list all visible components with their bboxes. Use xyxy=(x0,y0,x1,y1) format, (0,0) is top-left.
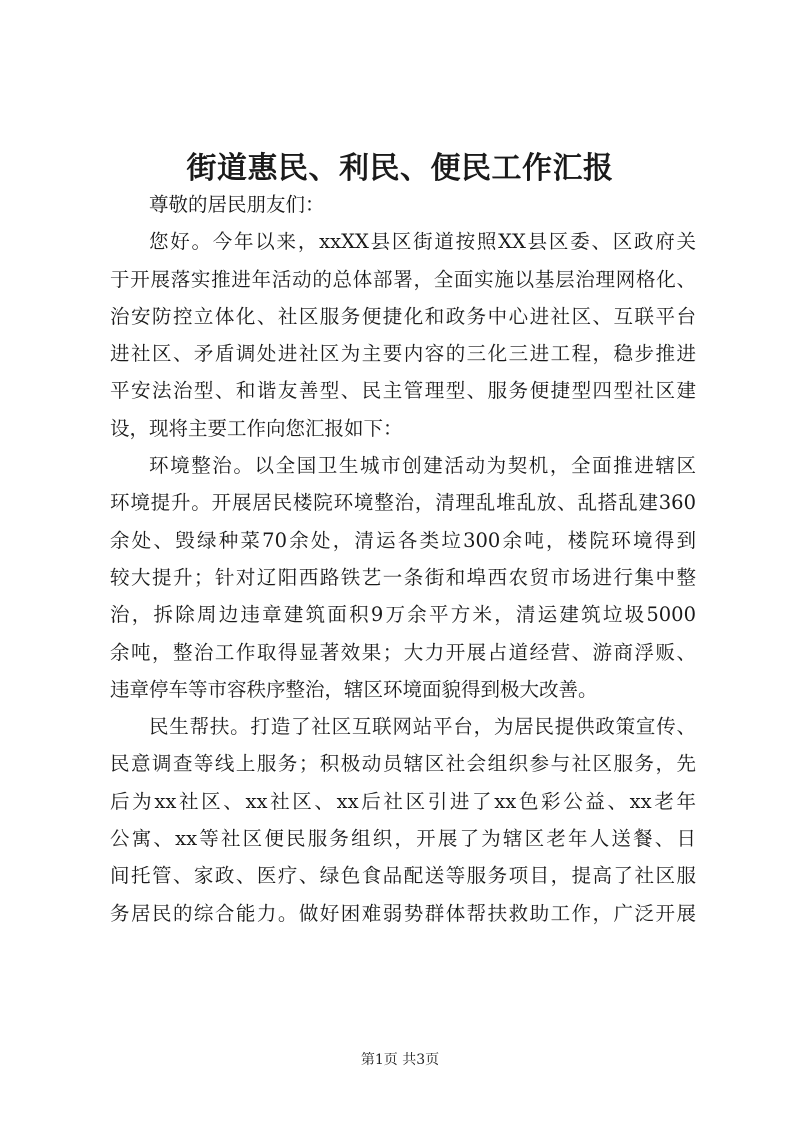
paragraph-line: 务居民的综合能力。做好困难弱势群体帮扶救助工作，广泛开展 xyxy=(110,901,696,925)
paragraph-line: 进社区、矛盾调处进社区为主要内容的三化三进工程，稳步推进 xyxy=(110,342,696,366)
paragraph-line: 较大提升；针对辽阳西路铁艺一条街和埠西农贸市场进行集中整 xyxy=(110,565,696,589)
salutation-line: 尊敬的居民朋友们： xyxy=(149,193,325,216)
paragraph-line: 余吨，整治工作取得显著效果；大力开展占道经营、游商浮贩、 xyxy=(110,640,696,664)
document-body xyxy=(110,186,696,932)
paragraph-line: 环境整治。以全国卫生城市创建活动为契机，全面推进辖区 xyxy=(149,454,696,478)
paragraph-line: 民意调查等线上服务；积极动员辖区社会组织参与社区服务，先 xyxy=(110,752,696,776)
paragraph-line: 治安防控立体化、社区服务便捷化和政务中心进社区、互联平台 xyxy=(110,304,696,328)
paragraph-line: 后为xx社区、xx社区、xx后社区引进了xx色彩公益、xx老年 xyxy=(110,789,696,813)
page-number-footer: 第1页 共3页 xyxy=(360,1052,440,1068)
paragraph-line: 环境提升。开展居民楼院环境整治，清理乱堆乱放、乱搭乱建360 xyxy=(110,491,696,515)
paragraph-line: 公寓、xx等社区便民服务组织，开展了为辖区老年人送餐、日 xyxy=(110,827,696,851)
paragraph-line: 违章停车等市容秩序整治，辖区环境面貌得到极大改善。 xyxy=(110,677,598,701)
paragraph-line: 设，现将主要工作向您汇报如下： xyxy=(110,416,403,440)
paragraph-line: 您好。今年以来，xxXX县区街道按照XX县区委、区政府关 xyxy=(149,230,696,254)
paragraph-line: 于开展落实推进年活动的总体部署，全面实施以基层治理网格化、 xyxy=(110,267,696,291)
paragraph-line: 治，拆除周边违章建筑面积9万余平方米，清运建筑垃圾5000 xyxy=(110,603,696,627)
paragraph-line: 平安法治型、和谐友善型、民主管理型、服务便捷型四型社区建 xyxy=(110,379,696,403)
paragraph-line: 余处、毁绿种菜70余处，清运各类垃300余吨，楼院环境得到 xyxy=(110,528,696,552)
paragraph-line: 间托管、家政、医疗、绿色食品配送等服务项目，提高了社区服 xyxy=(110,864,696,888)
paragraph-line: 民生帮扶。打造了社区互联网站平台，为居民提供政策宣传、 xyxy=(149,715,696,739)
document-title: 街道惠民、利民、便民工作汇报 xyxy=(186,151,614,186)
